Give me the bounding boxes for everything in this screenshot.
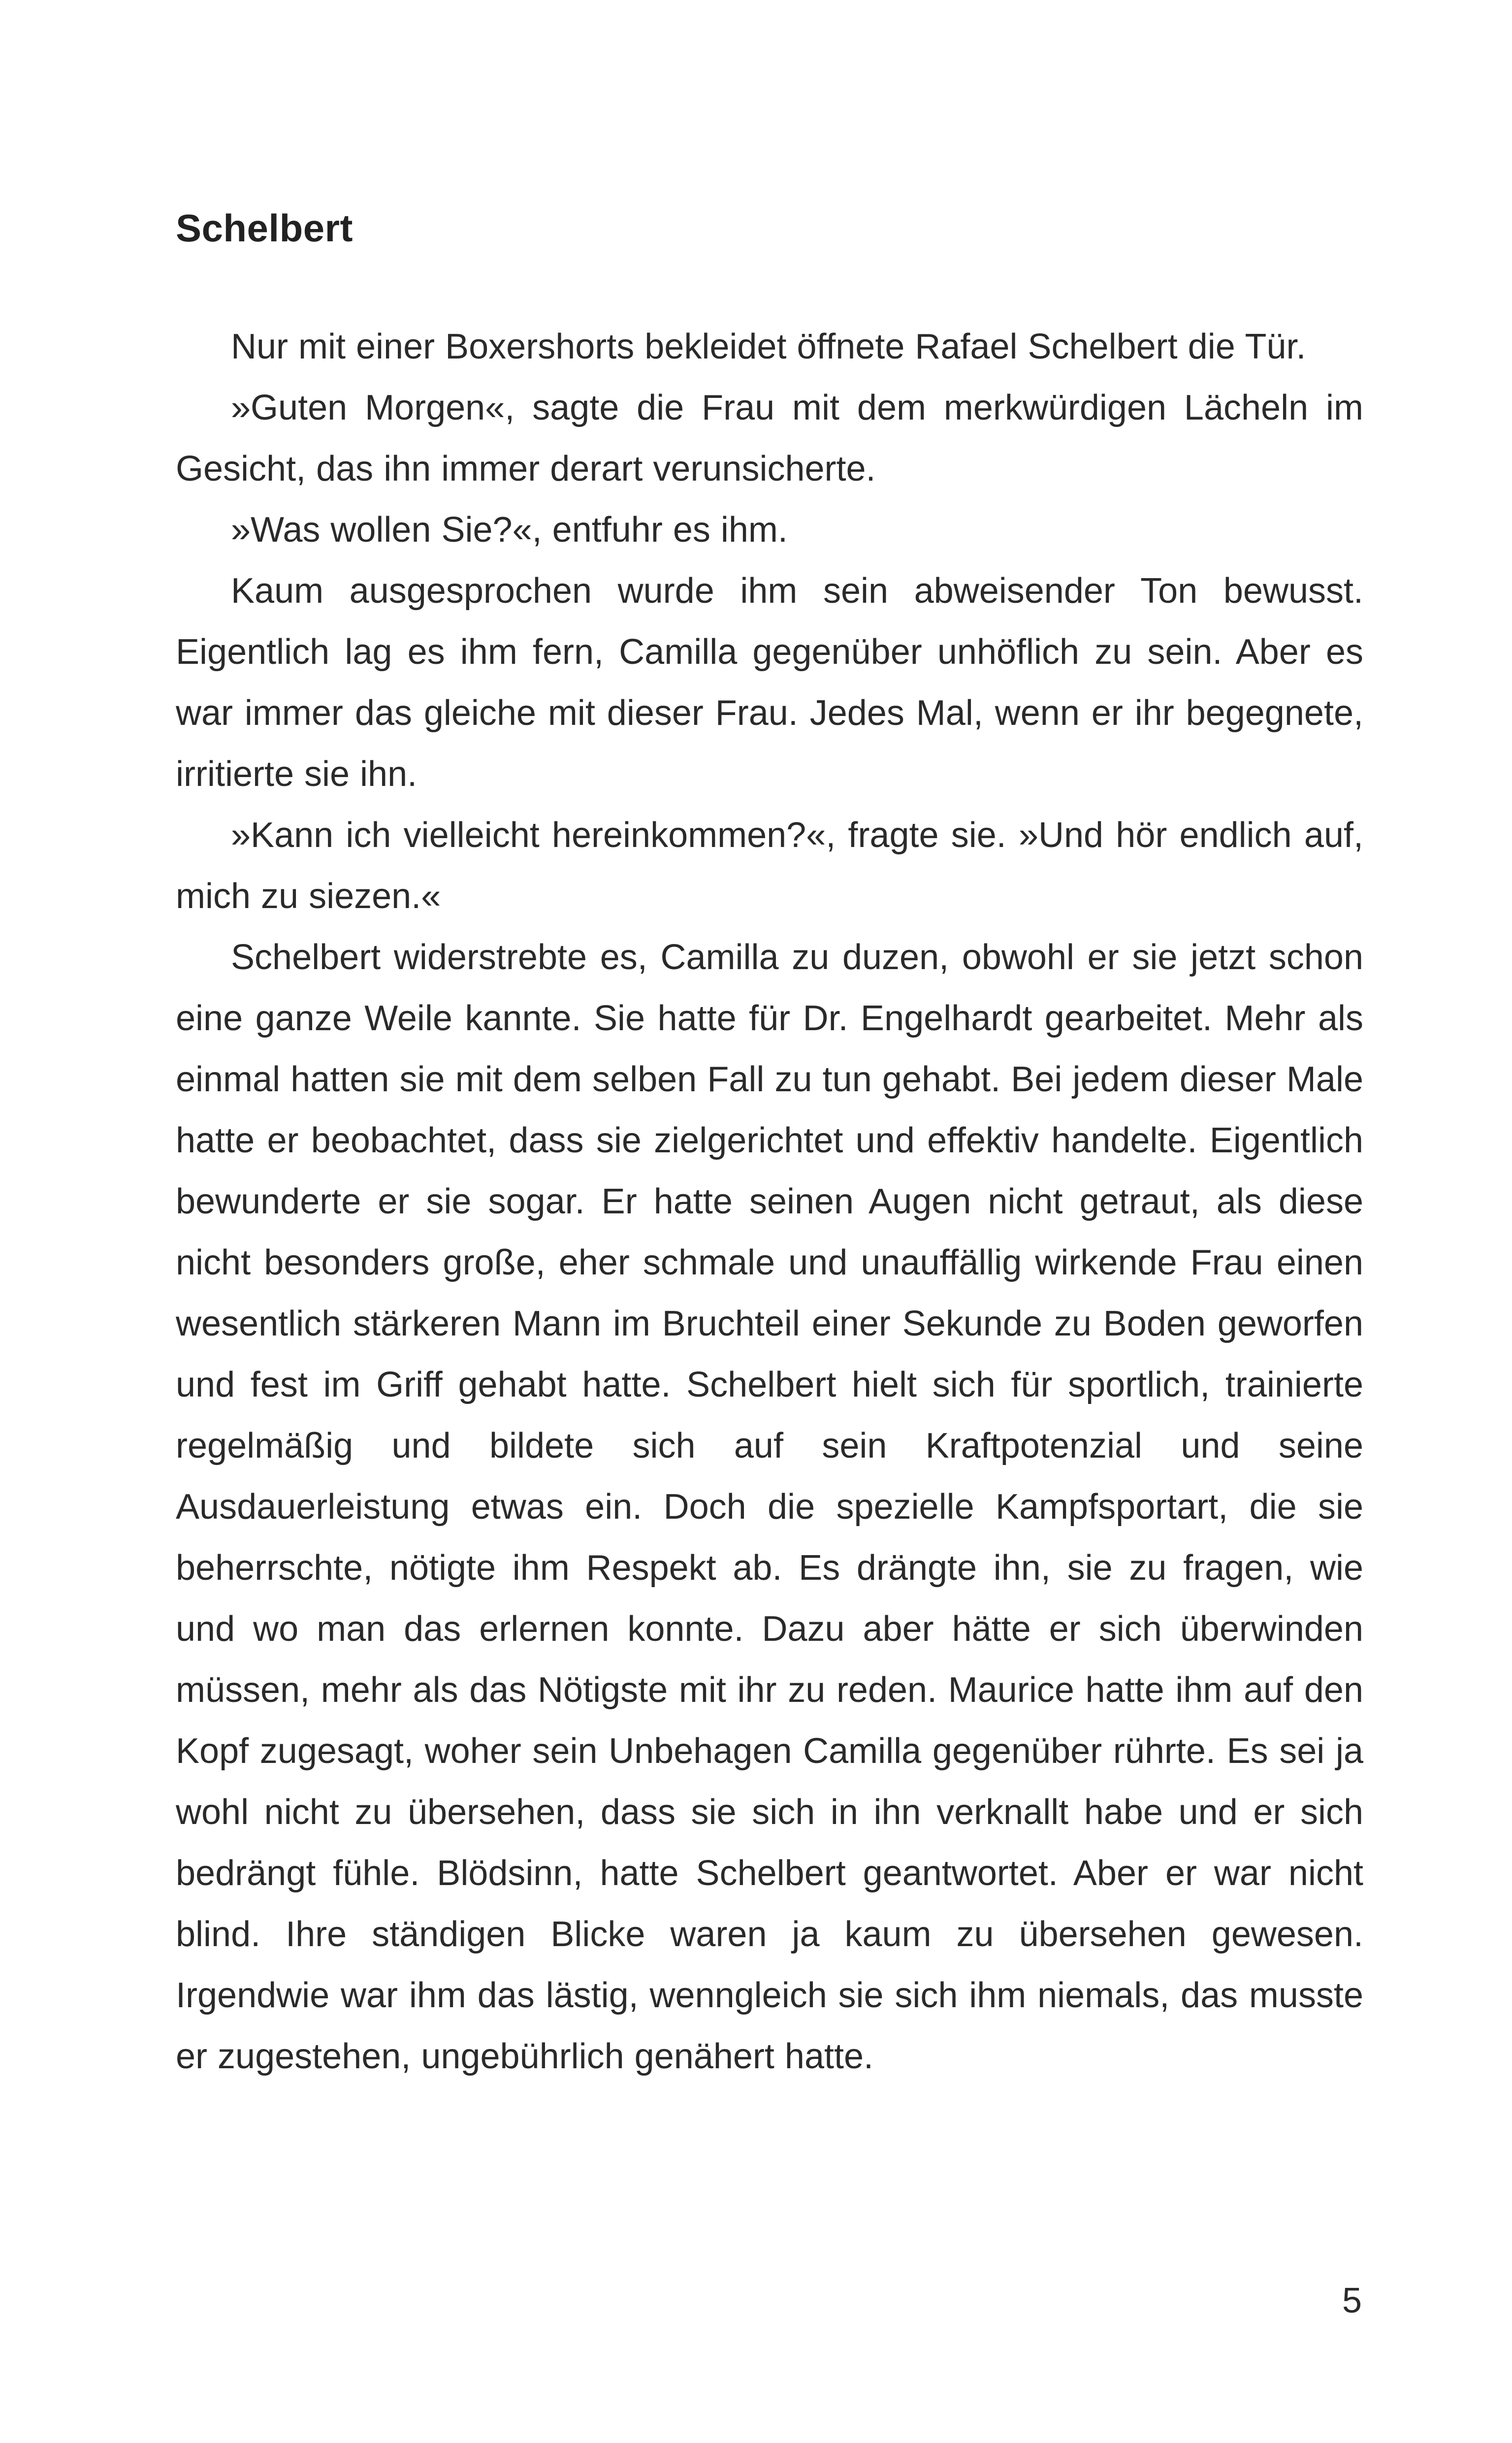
paragraph: Schelbert widerstrebte es, Camilla zu duzen, obwohl er sie jetzt schon eine ganze Weile kannte. Sie hatte für Dr. Engelhardt gearbeitet. Mehr als einmal hatten sie mit dem selben Fall zu tun gehabt. Bei jedem dieser Male hatte er beobachtet, dass sie zielgerichtet und effektiv handelte. Eigentlich bewunderte er sie sogar. Er hatte seinen Augen nicht getraut, als diese nicht besonders große, eher schmale und unauffällig wirkende Frau einen wesentlich stärkeren Mann im Bruchteil einer Sekunde zu Boden geworfen und fest im Griff gehabt hatte. Schelbert hielt sich für sportlich, trainierte regelmäßig und bildete sich auf sein Kraftpotenzial und seine Ausdauerleistung etwas ein. Doch die spezielle Kampfsportart, die sie beherrschte, nötigte ihm Respekt ab. Es drängte ihn, sie zu fragen, wie und wo man das erlernen konnte. Dazu aber hätte er sich überwinden müssen, mehr als das Nötigste mit ihr zu reden. Maurice hatte ihm auf den Kopf zugesagt, woher sein Unbehagen Camilla gegenüber rührte. Es sei ja wohl nicht zu übersehen, dass sie sich in ihn verknallt habe und er sich bedrängt fühle. Blödsinn, hatte Schelbert geantwortet. Aber er war nicht blind. Ihre ständigen Blicke waren ja kaum zu übersehen gewesen. Irgendwie war ihm das lästig, wenngleich sie sich ihm niemals, das musste er zugestehen, ungebührlich genähert hatte. <box>176 938 1363 2076</box>
paragraph: »Was wollen Sie?«, entfuhr es ihm. <box>231 510 788 550</box>
paragraph: Kaum ausgesprochen wurde ihm sein abweisender Ton bewusst. Eigentlich lag es ihm fern, Camilla gegenüber unhöflich zu sein. Aber es war immer das gleiche mit dieser Frau. Jedes Mal, wenn er ihr begegnete, irritierte sie ihn. <box>176 571 1363 794</box>
body-text <box>176 316 1363 2087</box>
paragraph: Nur mit einer Boxershorts bekleidet öffnete Rafael Schelbert die Tür. <box>231 327 1306 366</box>
paragraph: »Guten Morgen«, sagte die Frau mit dem merkwürdigen Lächeln im Gesicht, das ihn immer derart verunsicherte. <box>176 388 1363 489</box>
chapter-heading: Schelbert <box>176 206 353 250</box>
page-number: 5 <box>1342 2281 1362 2320</box>
paragraph: »Kann ich vielleicht hereinkommen?«, fragte sie. »Und hör endlich auf, mich zu siezen.« <box>176 815 1363 916</box>
